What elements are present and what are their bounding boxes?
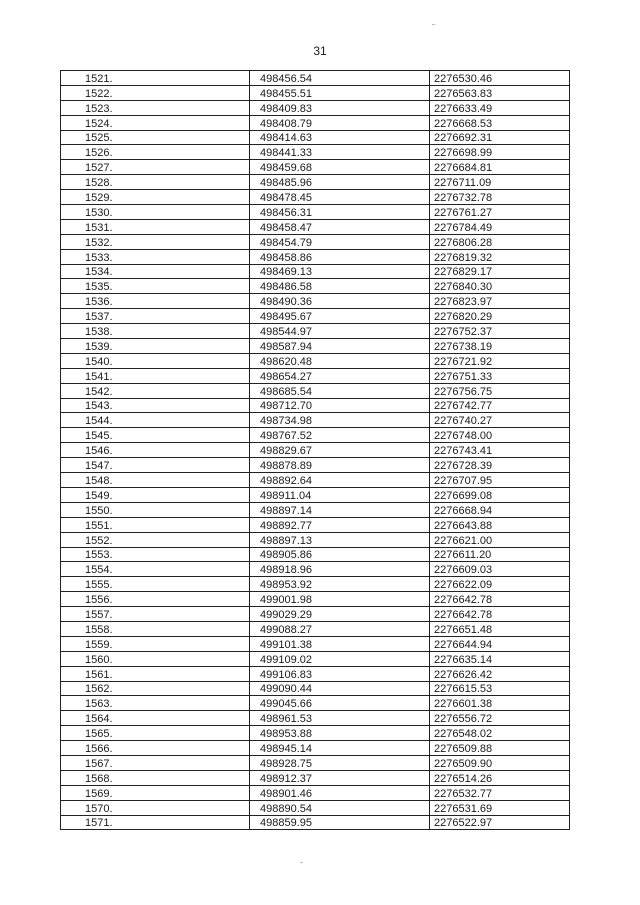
x-coordinate-cell: 498408.79 — [250, 115, 430, 130]
y-coordinate-cell: 2276563.83 — [430, 85, 570, 100]
point-number-cell: 1528. — [61, 175, 250, 190]
x-coordinate-cell: 498654.27 — [250, 368, 430, 383]
point-number-cell: 1555. — [61, 577, 250, 592]
point-number-cell: 1563. — [61, 696, 250, 711]
scan-mark — [432, 24, 435, 25]
y-coordinate-cell: 2276806.28 — [430, 234, 570, 249]
table-row — [61, 621, 570, 636]
y-coordinate-cell: 2276840.30 — [430, 279, 570, 294]
table-row — [61, 607, 570, 622]
table-row — [61, 517, 570, 532]
y-coordinate-cell: 2276692.31 — [430, 130, 570, 145]
y-coordinate-cell: 2276728.39 — [430, 458, 570, 473]
table-row — [61, 324, 570, 339]
point-number-cell: 1565. — [61, 726, 250, 741]
point-number-cell: 1553. — [61, 547, 250, 562]
y-coordinate-cell: 2276532.77 — [430, 785, 570, 800]
y-coordinate-cell: 2276601.38 — [430, 696, 570, 711]
point-number-cell: 1568. — [61, 770, 250, 785]
table-row — [61, 413, 570, 428]
table-row — [61, 592, 570, 607]
x-coordinate-cell: 498961.53 — [250, 711, 430, 726]
point-number-cell: 1566. — [61, 741, 250, 756]
x-coordinate-cell: 498469.13 — [250, 264, 430, 279]
x-coordinate-cell: 499029.29 — [250, 607, 430, 622]
y-coordinate-cell: 2276707.95 — [430, 473, 570, 488]
table-row — [61, 234, 570, 249]
point-number-cell: 1551. — [61, 517, 250, 532]
point-number-cell: 1522. — [61, 85, 250, 100]
x-coordinate-cell: 498945.14 — [250, 741, 430, 756]
point-number-cell: 1567. — [61, 755, 250, 770]
y-coordinate-cell: 2276644.94 — [430, 636, 570, 651]
x-coordinate-cell: 498544.97 — [250, 324, 430, 339]
table-row — [61, 130, 570, 145]
y-coordinate-cell: 2276738.19 — [430, 339, 570, 354]
point-number-cell: 1521. — [61, 71, 250, 86]
x-coordinate-cell: 499090.44 — [250, 681, 430, 696]
y-coordinate-cell: 2276721.92 — [430, 353, 570, 368]
point-number-cell: 1560. — [61, 651, 250, 666]
y-coordinate-cell: 2276756.75 — [430, 383, 570, 398]
y-coordinate-cell: 2276751.33 — [430, 368, 570, 383]
table-row — [61, 696, 570, 711]
x-coordinate-cell: 498441.33 — [250, 145, 430, 160]
y-coordinate-cell: 2276509.88 — [430, 741, 570, 756]
x-coordinate-cell: 498620.48 — [250, 353, 430, 368]
table-row — [61, 115, 570, 130]
table-row — [61, 502, 570, 517]
y-coordinate-cell: 2276514.26 — [430, 770, 570, 785]
y-coordinate-cell: 2276668.53 — [430, 115, 570, 130]
point-number-cell: 1561. — [61, 666, 250, 681]
y-coordinate-cell: 2276643.88 — [430, 517, 570, 532]
table-row — [61, 487, 570, 502]
point-number-cell: 1569. — [61, 785, 250, 800]
x-coordinate-cell: 498878.89 — [250, 458, 430, 473]
y-coordinate-cell: 2276740.27 — [430, 413, 570, 428]
y-coordinate-cell: 2276626.42 — [430, 666, 570, 681]
point-number-cell: 1540. — [61, 353, 250, 368]
x-coordinate-cell: 498905.86 — [250, 547, 430, 562]
x-coordinate-cell: 498829.67 — [250, 443, 430, 458]
x-coordinate-cell: 499001.98 — [250, 592, 430, 607]
x-coordinate-cell: 498459.68 — [250, 160, 430, 175]
table-row — [61, 577, 570, 592]
point-number-cell: 1570. — [61, 800, 250, 815]
y-coordinate-cell: 2276684.81 — [430, 160, 570, 175]
table-row — [61, 368, 570, 383]
table-row — [61, 443, 570, 458]
y-coordinate-cell: 2276642.78 — [430, 592, 570, 607]
y-coordinate-cell: 2276748.00 — [430, 428, 570, 443]
table-row — [61, 294, 570, 309]
y-coordinate-cell: 2276530.46 — [430, 71, 570, 86]
y-coordinate-cell: 2276668.94 — [430, 502, 570, 517]
y-coordinate-cell: 2276820.29 — [430, 309, 570, 324]
table-row — [61, 205, 570, 220]
point-number-cell: 1550. — [61, 502, 250, 517]
point-number-cell: 1537. — [61, 309, 250, 324]
point-number-cell: 1529. — [61, 190, 250, 205]
x-coordinate-cell: 499088.27 — [250, 621, 430, 636]
y-coordinate-cell: 2276548.02 — [430, 726, 570, 741]
x-coordinate-cell: 498454.79 — [250, 234, 430, 249]
y-coordinate-cell: 2276784.49 — [430, 219, 570, 234]
table-row — [61, 249, 570, 264]
table-row — [61, 666, 570, 681]
point-number-cell: 1535. — [61, 279, 250, 294]
point-number-cell: 1558. — [61, 621, 250, 636]
y-coordinate-cell: 2276611.20 — [430, 547, 570, 562]
x-coordinate-cell: 498414.63 — [250, 130, 430, 145]
y-coordinate-cell: 2276556.72 — [430, 711, 570, 726]
x-coordinate-cell: 498928.75 — [250, 755, 430, 770]
point-number-cell: 1559. — [61, 636, 250, 651]
x-coordinate-cell: 498685.54 — [250, 383, 430, 398]
x-coordinate-cell: 498918.96 — [250, 562, 430, 577]
point-number-cell: 1531. — [61, 219, 250, 234]
table-row — [61, 473, 570, 488]
x-coordinate-cell: 498897.13 — [250, 532, 430, 547]
scan-mark — [300, 862, 303, 863]
point-number-cell: 1541. — [61, 368, 250, 383]
x-coordinate-cell: 498587.94 — [250, 339, 430, 354]
table-row — [61, 100, 570, 115]
x-coordinate-cell: 498455.51 — [250, 85, 430, 100]
table-row — [61, 770, 570, 785]
x-coordinate-cell: 498911.04 — [250, 487, 430, 502]
y-coordinate-cell: 2276622.09 — [430, 577, 570, 592]
table-row — [61, 815, 570, 830]
y-coordinate-cell: 2276635.14 — [430, 651, 570, 666]
point-number-cell: 1547. — [61, 458, 250, 473]
table-row — [61, 383, 570, 398]
table-row — [61, 190, 570, 205]
point-number-cell: 1556. — [61, 592, 250, 607]
point-number-cell: 1533. — [61, 249, 250, 264]
y-coordinate-cell: 2276615.53 — [430, 681, 570, 696]
y-coordinate-cell: 2276829.17 — [430, 264, 570, 279]
point-number-cell: 1552. — [61, 532, 250, 547]
point-number-cell: 1557. — [61, 607, 250, 622]
x-coordinate-cell: 498953.92 — [250, 577, 430, 592]
x-coordinate-cell: 498767.52 — [250, 428, 430, 443]
x-coordinate-cell: 499101.38 — [250, 636, 430, 651]
point-number-cell: 1523. — [61, 100, 250, 115]
table-row — [61, 71, 570, 86]
x-coordinate-cell: 498901.46 — [250, 785, 430, 800]
x-coordinate-cell: 498953.88 — [250, 726, 430, 741]
x-coordinate-cell: 498912.37 — [250, 770, 430, 785]
page-number: 31 — [313, 44, 327, 58]
point-number-cell: 1530. — [61, 205, 250, 220]
y-coordinate-cell: 2276743.41 — [430, 443, 570, 458]
point-number-cell: 1562. — [61, 681, 250, 696]
table-row — [61, 726, 570, 741]
y-coordinate-cell: 2276732.78 — [430, 190, 570, 205]
y-coordinate-cell: 2276509.90 — [430, 755, 570, 770]
y-coordinate-cell: 2276711.09 — [430, 175, 570, 190]
point-number-cell: 1527. — [61, 160, 250, 175]
y-coordinate-cell: 2276698.99 — [430, 145, 570, 160]
table-row — [61, 145, 570, 160]
x-coordinate-cell: 498478.45 — [250, 190, 430, 205]
table-row — [61, 398, 570, 413]
point-number-cell: 1544. — [61, 413, 250, 428]
x-coordinate-cell: 498409.83 — [250, 100, 430, 115]
x-coordinate-cell: 498486.58 — [250, 279, 430, 294]
table-row — [61, 532, 570, 547]
y-coordinate-cell: 2276819.32 — [430, 249, 570, 264]
coordinates-table — [60, 70, 570, 830]
y-coordinate-cell: 2276522.97 — [430, 815, 570, 830]
y-coordinate-cell: 2276742.77 — [430, 398, 570, 413]
table-row — [61, 85, 570, 100]
point-number-cell: 1543. — [61, 398, 250, 413]
point-number-cell: 1525. — [61, 130, 250, 145]
y-coordinate-cell: 2276531.69 — [430, 800, 570, 815]
table-row — [61, 458, 570, 473]
x-coordinate-cell: 499106.83 — [250, 666, 430, 681]
point-number-cell: 1526. — [61, 145, 250, 160]
x-coordinate-cell: 498859.95 — [250, 815, 430, 830]
y-coordinate-cell: 2276752.37 — [430, 324, 570, 339]
point-number-cell: 1524. — [61, 115, 250, 130]
y-coordinate-cell: 2276642.78 — [430, 607, 570, 622]
x-coordinate-cell: 498456.31 — [250, 205, 430, 220]
table-row — [61, 175, 570, 190]
x-coordinate-cell: 499109.02 — [250, 651, 430, 666]
x-coordinate-cell: 498458.86 — [250, 249, 430, 264]
table-row — [61, 785, 570, 800]
table-row — [61, 636, 570, 651]
y-coordinate-cell: 2276633.49 — [430, 100, 570, 115]
y-coordinate-cell: 2276651.48 — [430, 621, 570, 636]
x-coordinate-cell: 498485.96 — [250, 175, 430, 190]
point-number-cell: 1539. — [61, 339, 250, 354]
x-coordinate-cell: 498892.77 — [250, 517, 430, 532]
table-row — [61, 219, 570, 234]
point-number-cell: 1554. — [61, 562, 250, 577]
table-row — [61, 353, 570, 368]
table-row — [61, 428, 570, 443]
table-row — [61, 160, 570, 175]
table-row — [61, 681, 570, 696]
x-coordinate-cell: 498712.70 — [250, 398, 430, 413]
point-number-cell: 1549. — [61, 487, 250, 502]
x-coordinate-cell: 498490.36 — [250, 294, 430, 309]
x-coordinate-cell: 498456.54 — [250, 71, 430, 86]
table-row — [61, 547, 570, 562]
y-coordinate-cell: 2276761.27 — [430, 205, 570, 220]
point-number-cell: 1548. — [61, 473, 250, 488]
table-row — [61, 651, 570, 666]
y-coordinate-cell: 2276621.00 — [430, 532, 570, 547]
x-coordinate-cell: 498458.47 — [250, 219, 430, 234]
coordinates-table-body — [61, 71, 570, 830]
table-row — [61, 800, 570, 815]
table-row — [61, 279, 570, 294]
table-row — [61, 339, 570, 354]
table-row — [61, 264, 570, 279]
x-coordinate-cell: 498495.67 — [250, 309, 430, 324]
point-number-cell: 1534. — [61, 264, 250, 279]
table-row — [61, 711, 570, 726]
x-coordinate-cell: 499045.66 — [250, 696, 430, 711]
point-number-cell: 1536. — [61, 294, 250, 309]
point-number-cell: 1571. — [61, 815, 250, 830]
table-row — [61, 741, 570, 756]
point-number-cell: 1542. — [61, 383, 250, 398]
point-number-cell: 1538. — [61, 324, 250, 339]
y-coordinate-cell: 2276699.08 — [430, 487, 570, 502]
x-coordinate-cell: 498892.64 — [250, 473, 430, 488]
table-row — [61, 562, 570, 577]
table-row — [61, 755, 570, 770]
point-number-cell: 1546. — [61, 443, 250, 458]
point-number-cell: 1564. — [61, 711, 250, 726]
y-coordinate-cell: 2276609.03 — [430, 562, 570, 577]
table-row — [61, 309, 570, 324]
y-coordinate-cell: 2276823.97 — [430, 294, 570, 309]
point-number-cell: 1545. — [61, 428, 250, 443]
x-coordinate-cell: 498734.98 — [250, 413, 430, 428]
point-number-cell: 1532. — [61, 234, 250, 249]
x-coordinate-cell: 498890.54 — [250, 800, 430, 815]
x-coordinate-cell: 498897.14 — [250, 502, 430, 517]
